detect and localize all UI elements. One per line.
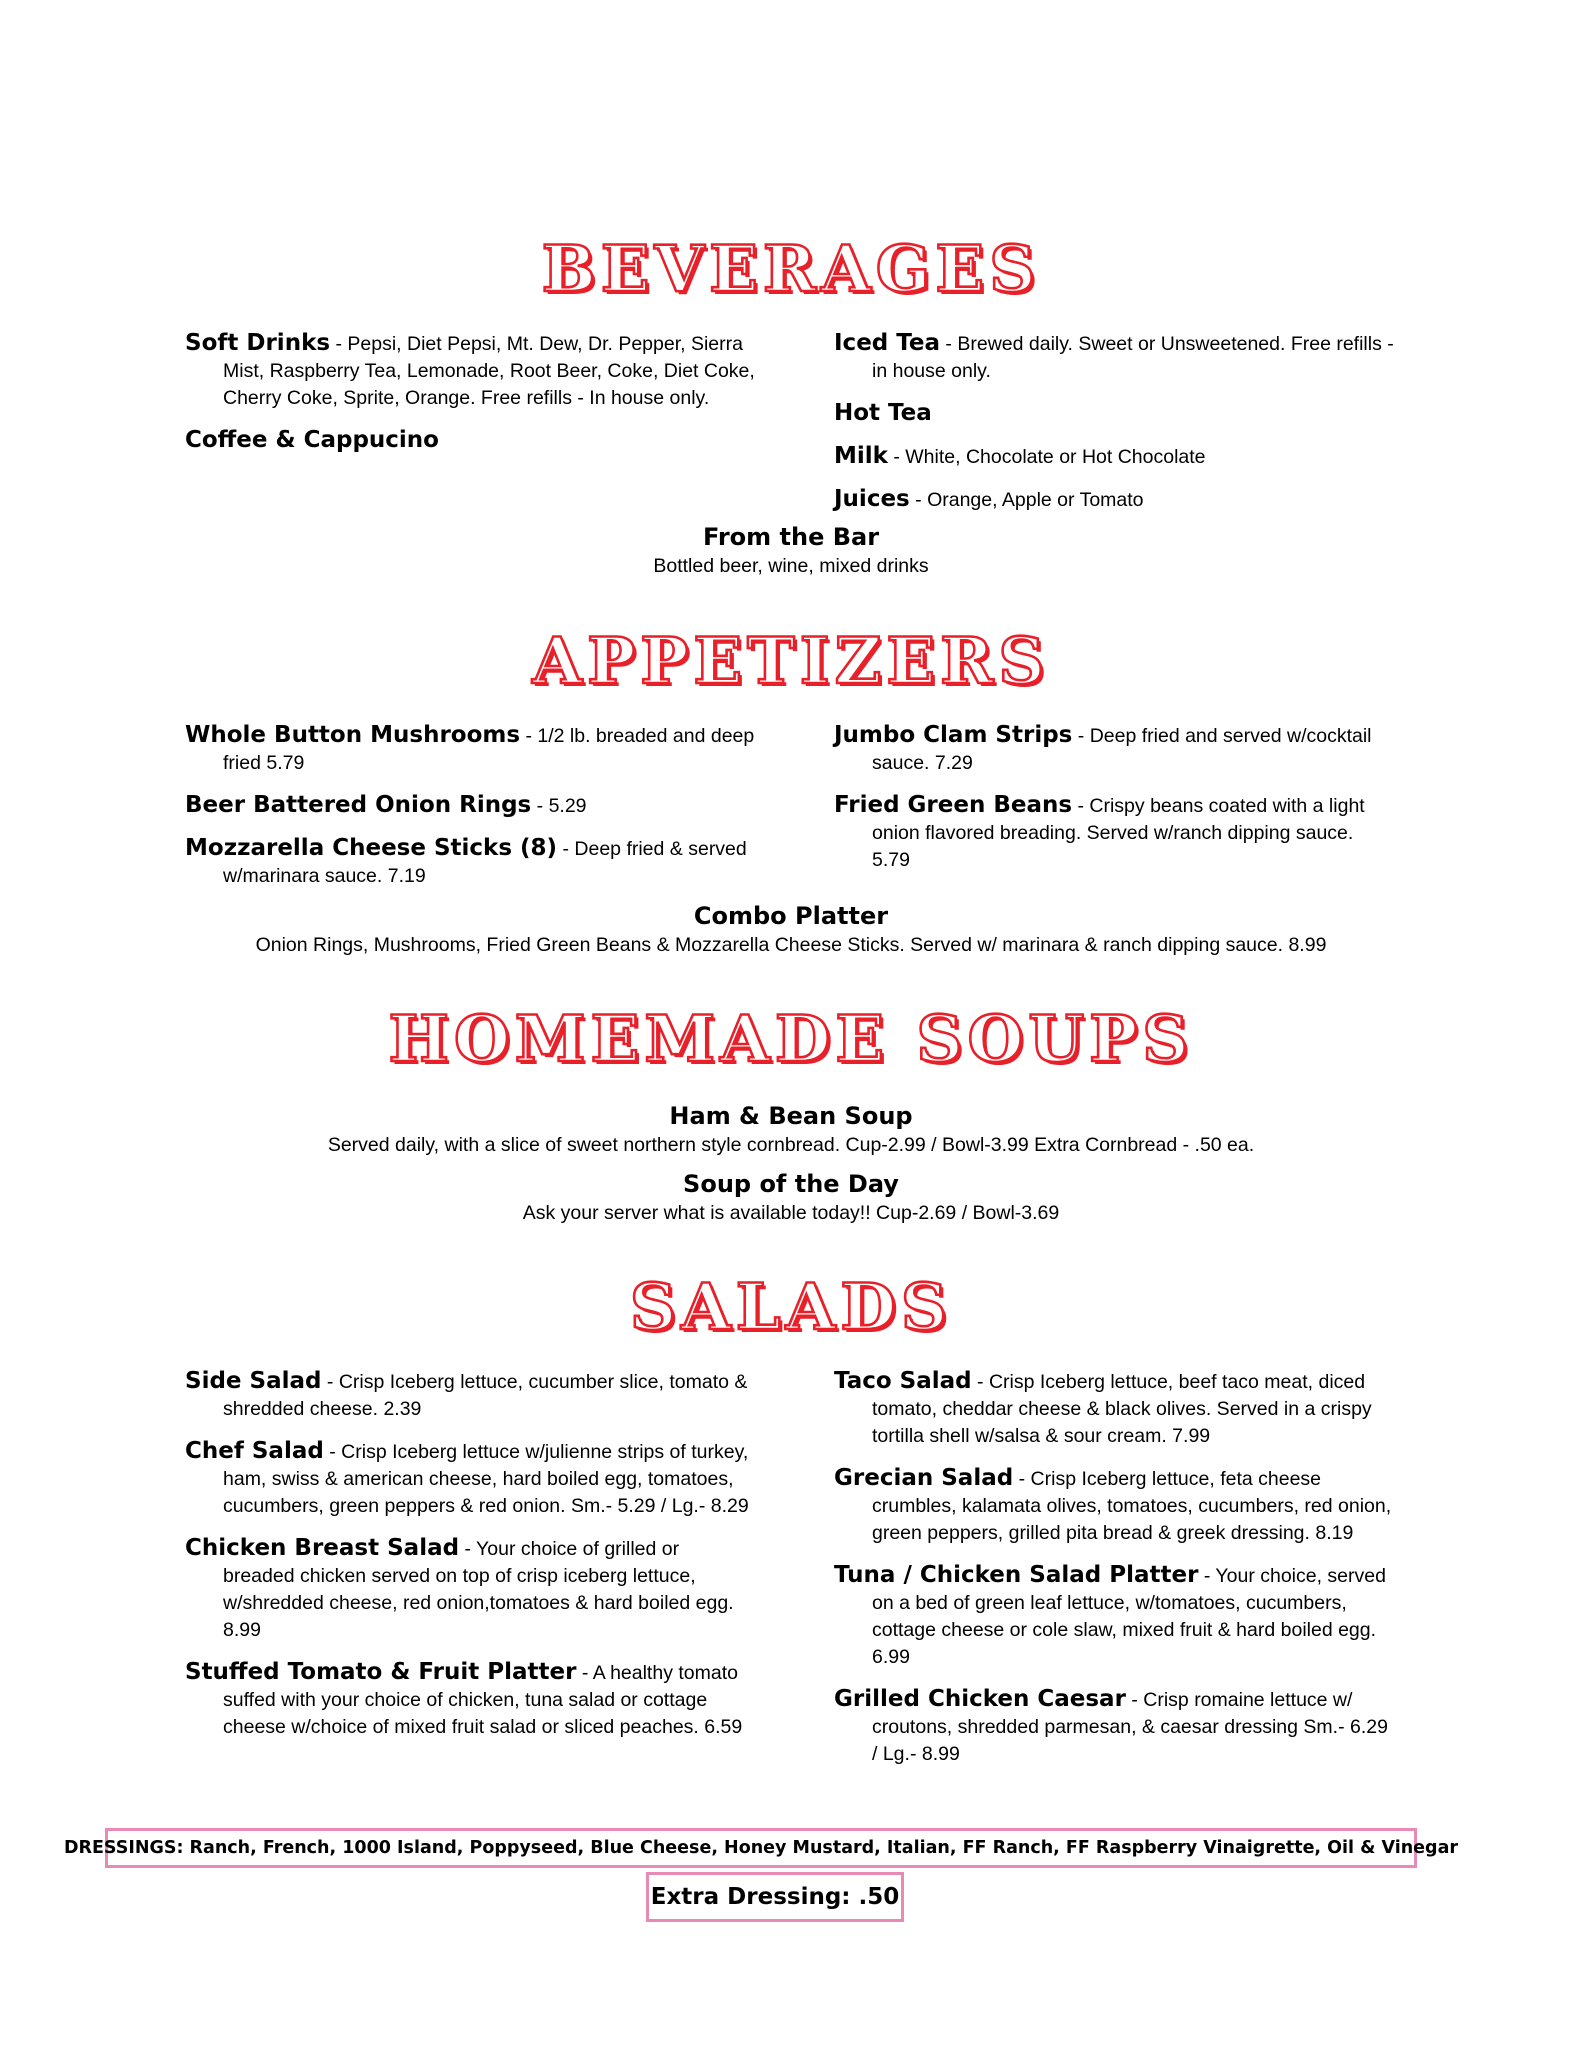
center-item-desc: Bottled beer, wine, mixed drinks	[653, 555, 929, 577]
salads-left-column	[185, 1368, 755, 1756]
menu-item: Beer Battered Onion Rings - 5.29	[185, 792, 587, 818]
menu-item: Stuffed Tomato & Fruit Platter - A healthy tomato suffed with your choice of chicken, tuna salad or cottage cheese w/choice of mixed fruit salad or sliced peaches. 6.59	[185, 1659, 743, 1738]
menu-item: Grecian Salad - Crisp Iceberg lettuce, feta cheese crumbles, kalamata olives, tomatoes, cucumbers, red onion, green peppers, grilled pita bread & greek dressing. 8.19	[834, 1465, 1392, 1544]
dressings-box: DRESSINGS: Ranch, French, 1000 Island, Poppyseed, Blue Cheese, Honey Mustard, Italian, FF Ranch, FF Raspberry Vinaigrette, Oil & Vinegar	[105, 1828, 1417, 1868]
appetizers-left-column	[185, 722, 755, 905]
center-item-desc: Onion Rings, Mushrooms, Fried Green Beans & Mozzarella Cheese Sticks. Served w/ marinara & ranch dipping sauce. 8.99	[255, 934, 1327, 956]
beverages-title: BEVERAGES	[541, 232, 1041, 307]
menu-item: Milk - White, Chocolate or Hot Chocolate	[834, 443, 1206, 469]
beverages-right-column	[834, 330, 1394, 529]
extra-dressing-box: Extra Dressing: .50	[646, 1872, 904, 1922]
menu-item: Soft Drinks - Pepsi, Diet Pepsi, Mt. Dew, Dr. Pepper, Sierra Mist, Raspberry Tea, Lemonade, Root Beer, Coke, Diet Coke, Cherry Coke, Sprite, Orange. Free refills - In house only.	[185, 330, 755, 409]
menu-item: Hot Tea	[834, 400, 932, 426]
soup-item	[0, 1100, 1582, 1158]
menu-item: Grilled Chicken Caesar - Crisp romaine lettuce w/ croutons, shredded parmesan, & caesar dressing Sm.- 6.29 / Lg.- 8.99	[834, 1686, 1388, 1765]
salads-right-column	[834, 1368, 1394, 1783]
center-item-name: From the Bar	[702, 523, 880, 551]
center-item-name: Soup of the Day	[683, 1170, 899, 1198]
menu-item: Whole Button Mushrooms - 1/2 lb. breaded and deep fried 5.79	[185, 722, 755, 774]
appetizers-title: APPETIZERS	[532, 624, 1050, 699]
center-item-desc: Served daily, with a slice of sweet northern style cornbread. Cup-2.99 / Bowl-3.99 Extra Cornbread - .50 ea.	[327, 1134, 1255, 1156]
menu-item: Side Salad - Crisp Iceberg lettuce, cucumber slice, tomato & shredded cheese. 2.39	[185, 1368, 748, 1420]
menu-item: Chef Salad - Crisp Iceberg lettuce w/julienne strips of turkey, ham, swiss & american cheese, hard boiled egg, tomatoes, cucumbers, green peppers & red onion. Sm.- 5.29 / Lg.- 8.29	[185, 1438, 749, 1517]
menu-item: Iced Tea - Brewed daily. Sweet or Unsweetened. Free refills - in house only.	[834, 330, 1394, 382]
center-item-name: Combo Platter	[693, 902, 889, 930]
menu-item: Fried Green Beans - Crispy beans coated with a light onion flavored breading. Served w/ranch dipping sauce. 5.79	[834, 792, 1365, 871]
menu-item: Tuna / Chicken Salad Platter - Your choice, served on a bed of green leaf lettuce, w/tomatoes, cucumbers, cottage cheese or cole slaw, mixed fruit & hard boiled egg. 6.99	[834, 1562, 1386, 1668]
center-item-name: Ham & Bean Soup	[669, 1102, 913, 1130]
menu-item: Jumbo Clam Strips - Deep fried and served w/cocktail sauce. 7.29	[834, 722, 1372, 774]
from-the-bar	[0, 521, 1582, 579]
center-item-desc: Ask your server what is available today!! Cup-2.69 / Bowl-3.69	[522, 1202, 1060, 1224]
menu-item: Mozzarella Cheese Sticks (8) - Deep fried & served w/marinara sauce. 7.19	[185, 835, 747, 887]
menu-item: Chicken Breast Salad - Your choice of grilled or breaded chicken served on top of crisp iceberg lettuce, w/shredded cheese, red onion,tomatoes & hard boiled egg. 8.99	[185, 1535, 734, 1641]
appetizers-right-column	[834, 722, 1394, 889]
beverages-left-column	[185, 330, 755, 470]
soup-item	[0, 1168, 1582, 1226]
menu-item: Coffee & Cappucino	[185, 427, 439, 453]
soups-title: HOMEMADE SOUPS	[388, 1002, 1194, 1077]
menu-item: Juices - Orange, Apple or Tomato	[834, 486, 1144, 512]
salads-title: SALADS	[629, 1270, 953, 1345]
menu-item: Taco Salad - Crisp Iceberg lettuce, beef taco meat, diced tomato, cheddar cheese & black olives. Served in a crispy tortilla shell w/salsa & sour cream. 7.99	[834, 1368, 1372, 1447]
combo-platter	[0, 900, 1582, 958]
